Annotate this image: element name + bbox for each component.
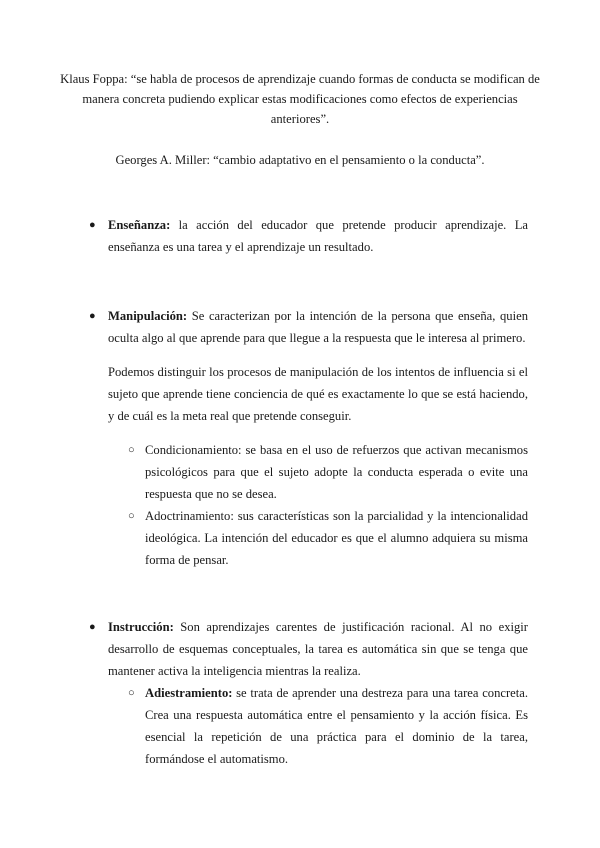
circle-bullet-icon: ○ bbox=[128, 444, 135, 456]
circle-bullet-icon: ○ bbox=[128, 510, 135, 522]
bullet-icon: ● bbox=[89, 310, 96, 322]
quote-miller: Georges A. Miller: “cambio adaptativo en el pensamiento o la conducta”. bbox=[115, 153, 485, 167]
subitem-adoctrinamiento: Adoctrinamiento: sus características son la parcialidad y la intencionalidad ideológica. La intención del educador es que el alumno adquiera su misma forma de pensar. bbox=[145, 509, 528, 567]
term-instruccion: Instrucción: bbox=[108, 620, 174, 634]
subitem-adiestramiento bbox=[145, 682, 528, 770]
term-manipulacion: Manipulación: bbox=[108, 309, 188, 323]
text-ensenanza: la acción del educador que pretende producir aprendizaje. La enseñanza es una tarea y el aprendizaje un resultado. bbox=[108, 218, 528, 254]
section-instruccion bbox=[108, 616, 528, 682]
text-manipulacion: Se caracterizan por la intención de la persona que enseña, quien oculta algo al que aprende para que llegue a la respuesta que le interesa al primero. bbox=[108, 309, 528, 345]
text-instruccion: Son aprendizajes carentes de justificación racional. Al no exigir desarrollo de esquemas conceptuales, la tarea es automática sin que se tenga que mantener activa la inteligencia mientras la realiza. bbox=[108, 620, 528, 678]
bullet-icon: ● bbox=[89, 219, 96, 231]
quote-foppa: Klaus Foppa: “se habla de procesos de aprendizaje cuando formas de conducta se modifican de manera concreta pudiendo explicar estas modificaciones como efectos de experiencias anteriores”. bbox=[60, 72, 540, 126]
paragraph-manipulacion: Podemos distinguir los procesos de manipulación de los intentos de influencia si el sujeto que aprende tiene conciencia de qué es exactamente lo que se está haciendo, y de cuál es la meta real que pretende conseguir. bbox=[108, 365, 528, 423]
term-ensenanza: Enseñanza: bbox=[108, 218, 171, 232]
subitem-condicionamiento: Condicionamiento: se basa en el uso de refuerzos que activan mecanismos psicológicos para que el sujeto adopte la conducta esperada o evite una respuesta que no se desea. bbox=[145, 443, 528, 501]
term-adiestramiento: Adiestramiento: bbox=[145, 686, 233, 700]
section-ensenanza bbox=[108, 214, 528, 258]
text-adiestramiento: se trata de aprender una destreza para una tarea concreta. Crea una respuesta automática entre el pensamiento y la acción física. Es esencial la repetición de una práctica para el dominio de la tarea, formándose el automatismo. bbox=[145, 686, 528, 766]
bullet-icon: ● bbox=[89, 621, 96, 633]
circle-bullet-icon: ○ bbox=[128, 687, 135, 699]
section-manipulacion bbox=[108, 305, 528, 349]
